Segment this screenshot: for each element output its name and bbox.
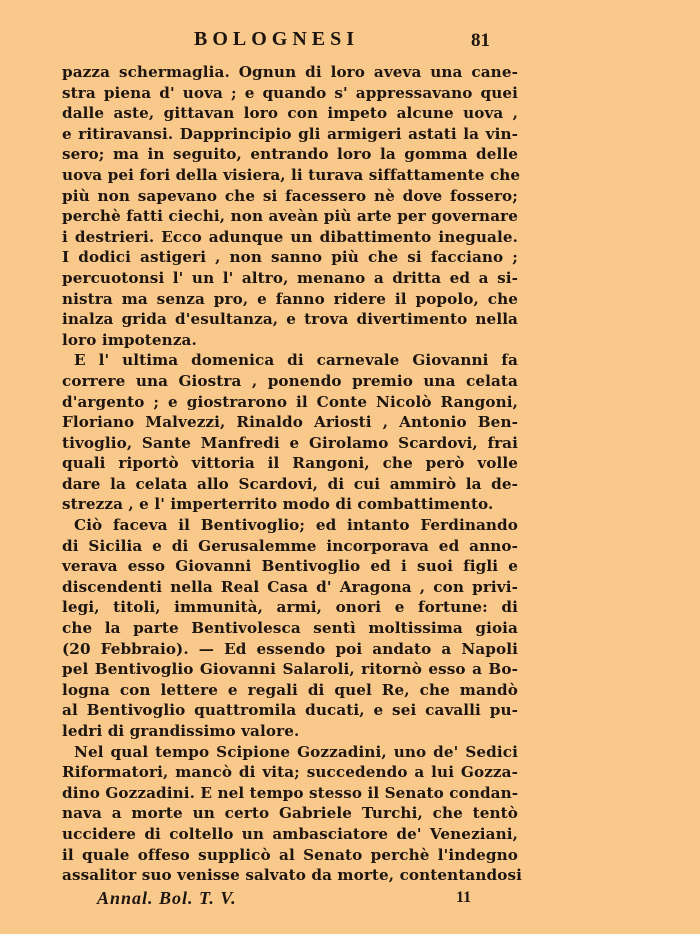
text-line: pazza schermaglia. Ognun di loro aveva una cane- <box>62 63 518 81</box>
paragraph-start: Nel qual tempo Scipione Gozzadini, uno de' Sedici <box>74 742 518 761</box>
text-line: il quale offeso supplicò al Senato perchè l'indegno <box>62 845 518 864</box>
text-line: percuotonsi l' un l' altro, menano a dritta ed a si- <box>62 268 518 287</box>
text-line: di Sicilia e di Gerusalemme incorporava ed anno- <box>62 536 518 555</box>
text-line: più non sapevano che si facessero nè dove fossero; <box>62 186 518 205</box>
gathering-mark: 11 <box>456 889 472 906</box>
text-line: al Bentivoglio quattromila ducati, e sei cavalli pu- <box>62 701 518 720</box>
text-line: uova pei fori della visiera, li turava siffattamente che <box>62 165 521 184</box>
text-line: tivoglio, Sante Manfredi e Girolamo Scardovi, frai <box>62 433 518 452</box>
text-line: correre una Giostra , ponendo premio una celata <box>62 371 518 390</box>
text-line: loro impotenza. <box>62 330 197 349</box>
text-line: stra piena d' uova ; e quando s' appressavano quei <box>62 83 518 102</box>
text-line: dino Gozzadini. E nel tempo stesso il Senato condan- <box>62 783 519 802</box>
text-line: inalza grida d'esultanza, e trova divertimento nella <box>62 310 518 329</box>
text-line: uccidere di coltello un ambasciatore de' Veneziani, <box>62 824 518 843</box>
body-text <box>62 62 522 886</box>
text-line: pel Bentivoglio Giovanni Salaroli, ritornò esso a Bo- <box>62 660 518 679</box>
text-line: ledri di grandissimo valore. <box>62 722 300 740</box>
text-line: quali riportò vittoria il Rangoni, che però volle <box>62 454 518 473</box>
text-line: e ritiravansi. Dapprincipio gli armigeri astati la vin- <box>62 124 518 143</box>
text-line: verava esso Giovanni Bentivoglio ed i suoi figli e <box>62 557 518 576</box>
text-line: perchè fatti ciechi, non aveàn più arte per governare <box>62 207 518 226</box>
text-line: dalle aste, gittavan loro con impeto alcune uova , <box>62 104 518 123</box>
text-line: i destrieri. Ecco adunque un dibattimento ineguale. <box>62 227 518 246</box>
text-line: che la parte Bentivolesca sentì moltissima gioia <box>62 619 518 638</box>
text-line: (20 Febbraio). — Ed essendo poi andato a Napoli <box>62 639 518 658</box>
signature-mark: Annal. Bol. T. V. <box>97 888 237 908</box>
text-line: dare la celata allo Scardovi, di cui ammirò la de- <box>62 474 518 493</box>
page-number: 81 <box>471 30 490 51</box>
text-line: nava a morte un certo Gabriele Turchi, che tentò <box>62 804 518 823</box>
text-line: assalitor suo venisse salvato da morte, contentandosi <box>62 866 522 885</box>
paragraph-start: E l' ultima domenica di carnevale Giovanni fa <box>74 351 518 370</box>
text-line: sero; ma in seguito, entrando loro la gomma delle <box>62 145 518 164</box>
text-line: d'argento ; e giostrarono il Conte Nicolò Rangoni, <box>62 392 518 411</box>
text-line: logna con lettere e regali di quel Re, che mandò <box>62 680 518 699</box>
running-title: BOLOGNESI <box>194 28 360 50</box>
text-line: discendenti nella Real Casa d' Aragona , con privi- <box>62 577 518 596</box>
text-line: nistra ma senza pro, e fanno ridere il popolo, che <box>62 289 518 308</box>
paragraph-start: Ciò faceva il Bentivoglio; ed intanto Ferdinando <box>74 516 518 535</box>
text-line: legi, titoli, immunità, armi, onori e fortune: di <box>62 598 518 617</box>
running-head <box>0 28 700 54</box>
text-line: I dodici astigeri , non sanno più che si facciano ; <box>62 248 518 267</box>
page-footer <box>0 888 700 912</box>
text-line: strezza , e l' imperterrito modo di combattimento. <box>62 495 494 514</box>
text-line: Riformatori, mancò di vita; succedendo a lui Gozza- <box>62 763 518 782</box>
text-line: Floriano Malvezzi, Rinaldo Ariosti , Antonio Ben- <box>62 413 518 432</box>
